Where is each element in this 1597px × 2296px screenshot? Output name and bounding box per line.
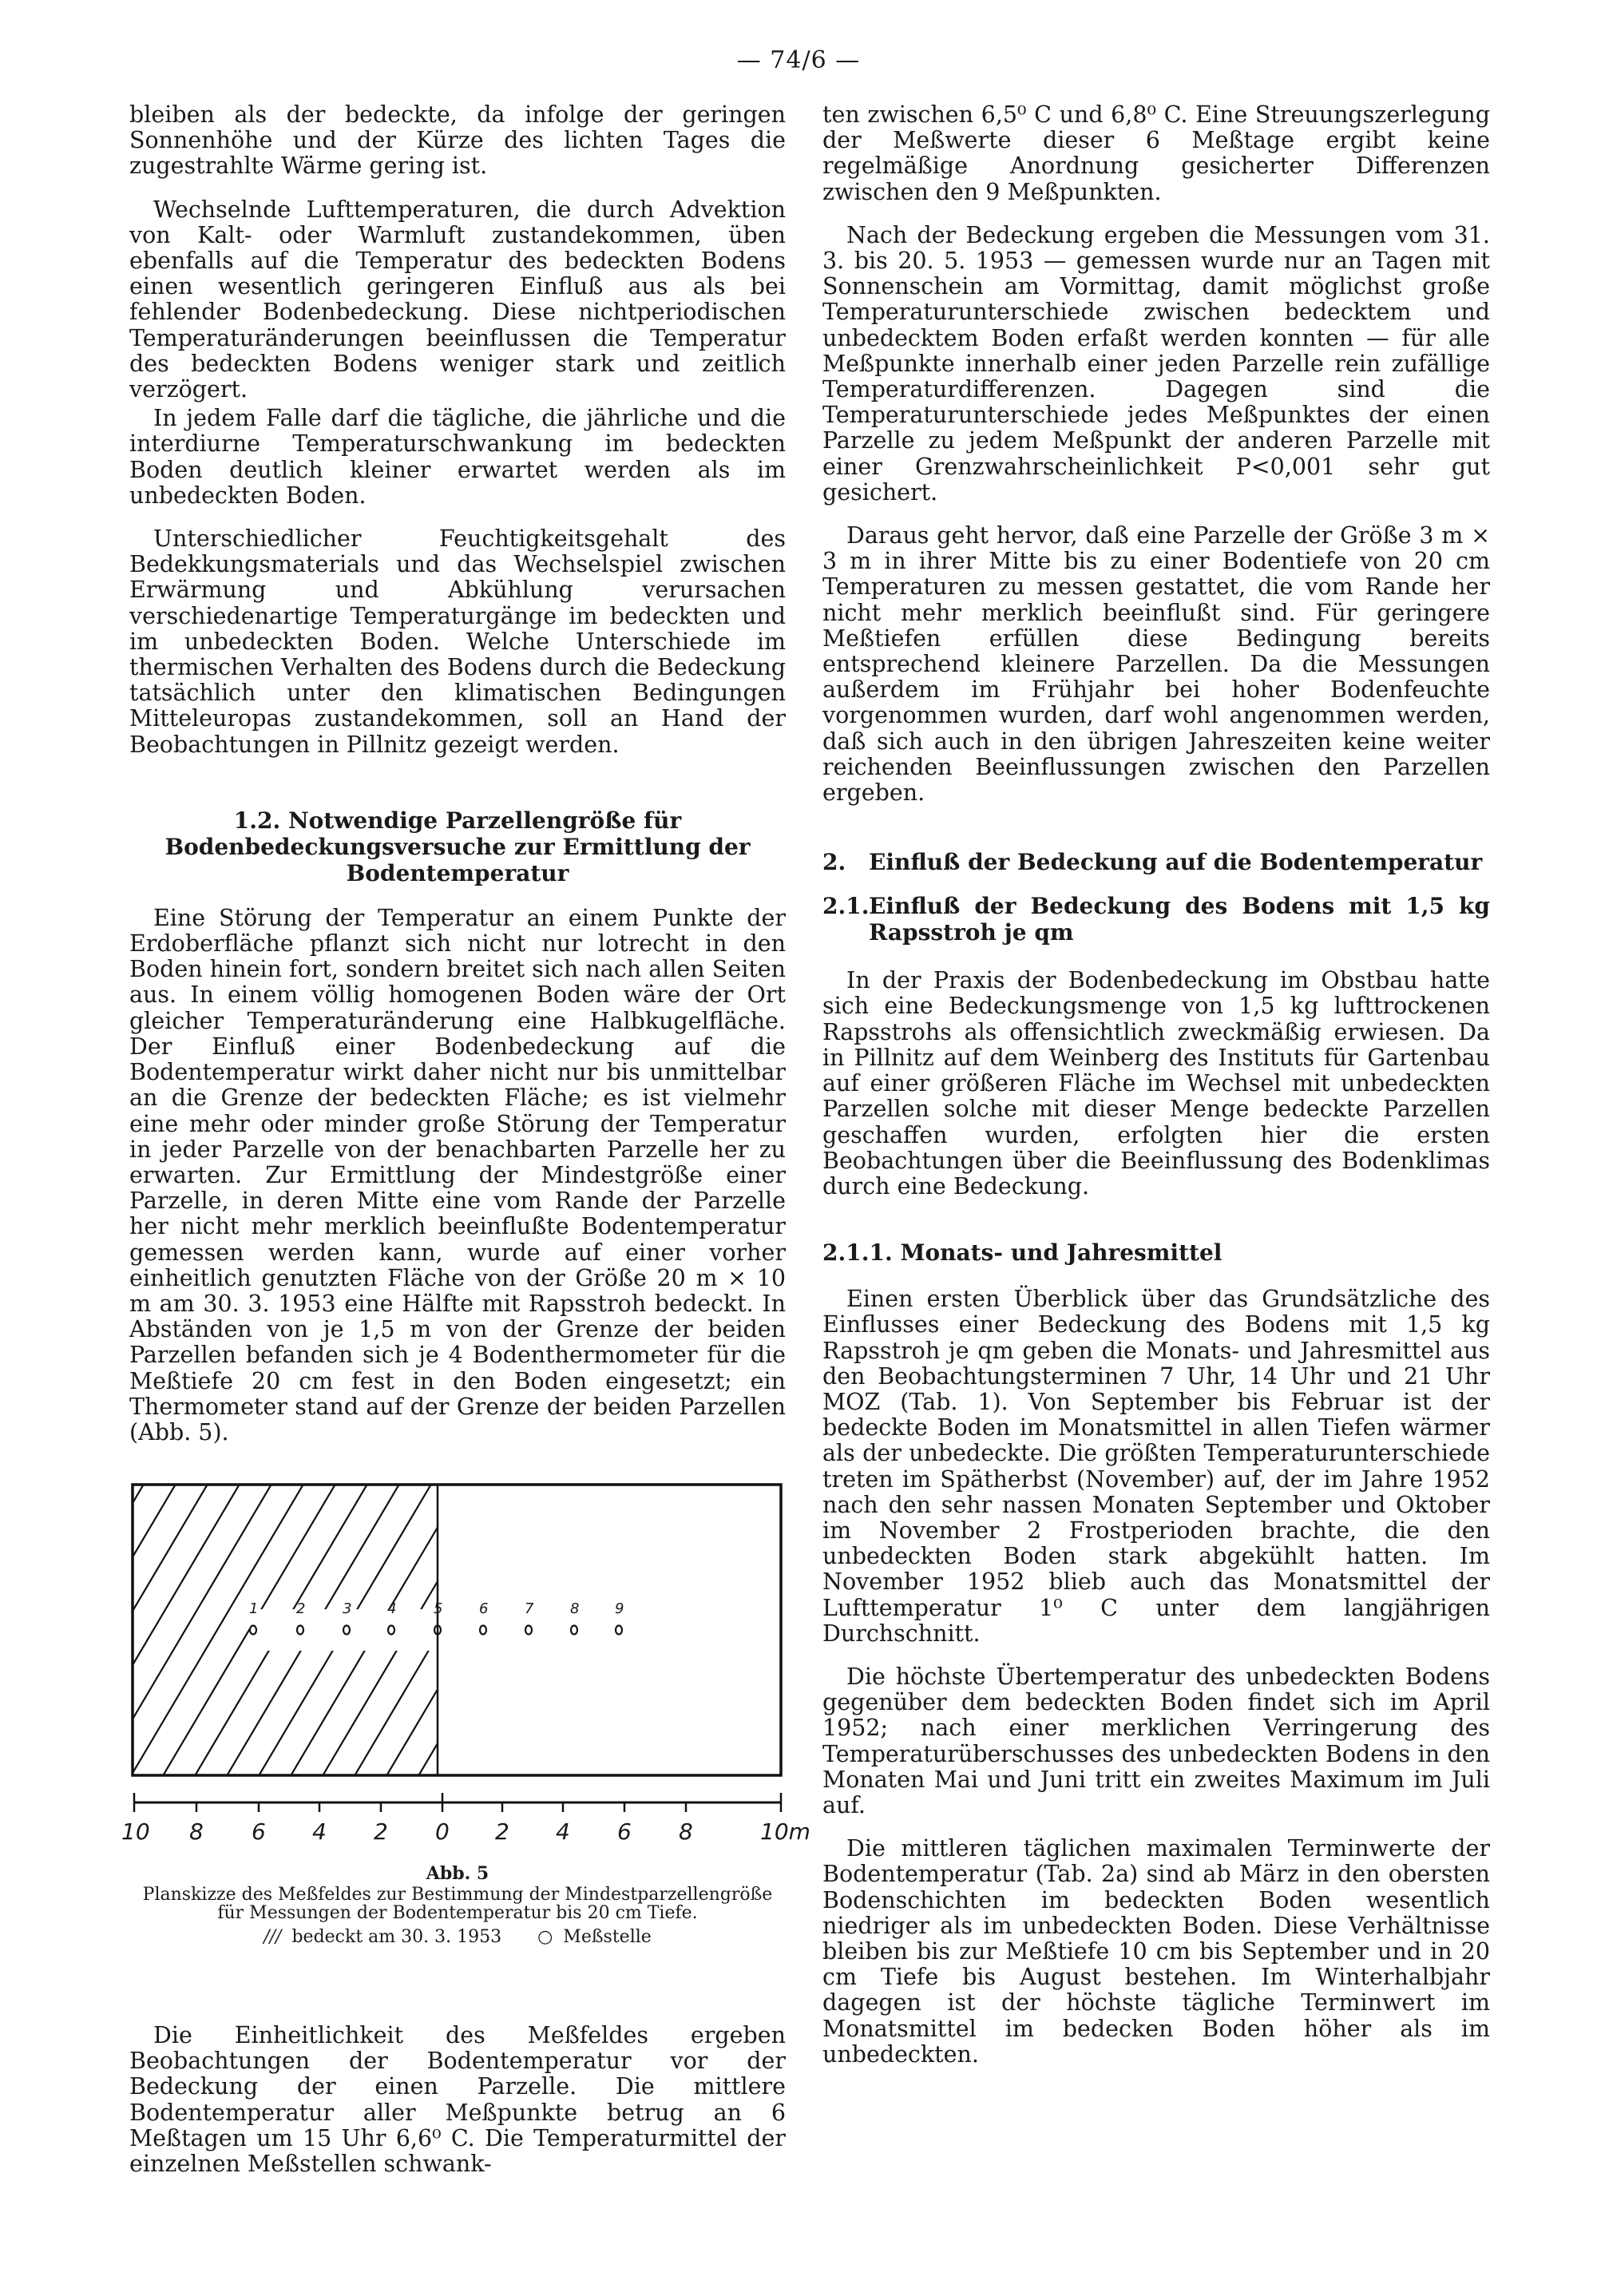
section-heading-2	[822, 849, 1490, 875]
section-number: 1.2.	[233, 807, 281, 834]
page-number: — 74/6 —	[736, 46, 861, 74]
scale-label: 4	[312, 1818, 327, 1845]
point-label: 6	[479, 1600, 489, 1617]
paragraph: Eine Störung der Temperatur an einem Punkte der Erdoberfläche pflanzt sich nicht nur lotrecht in den Boden hinein fort, sondern breitet sich nach allen Seiten aus. In einem völlig homogenen Boden wäre der Ort gleicher Temperaturänderung eine Halbkugelfläche. Der Einfluß einer Bodenbedeckung auf die Bodentemperatur wirkt daher nicht nur bis unmittelbar an die Grenze der bedeckten Fläche; es ist vielmehr eine mehr oder minder große Störung der Temperatur in jeder Parzelle von der benachbarten Parzelle her zu erwarten. Zur Ermittlung der Mindestgröße einer Parzelle, in deren Mitte eine vom Rande der Parzelle her nicht mehr merklich beeinflußte Bodentemperatur gemessen werden kann, wurde auf einer vorher einheitlich genutzten Fläche von der Größe 20 m × 10 m am 30. 3. 1953 eine Hälfte mit Rapsstroh bedeckt. In Abständen von je 1,5 m von der Grenze der beiden Parzellen befanden sich je 4 Bodenthermometer für die Meßtiefe 20 cm fest in den Boden eingesetzt; ein Thermometer stand auf der Grenze der beiden Parzellen (Abb. 5).	[129, 904, 786, 1445]
point-label: 2	[296, 1600, 306, 1617]
section-heading-2-1-1	[822, 1239, 1490, 1266]
circle-legend-text: Meßstelle	[563, 1927, 652, 1947]
scale-label: 6	[617, 1818, 632, 1845]
paragraph: In der Praxis der Bodenbedeckung im Obstbau hatte sich eine Bedeckungsmenge von 1,5 kg lufttrockenen Rapsstrohs als offensichtlich zweckmäßig erwiesen. Da in Pillnitz auf dem Weinberg des Instituts für Gartenbau auf einer größeren Fläche im Wechsel mit unbedeckten Parzellen solche mit dieser Menge bedeckte Parzellen geschaffen wurden, erfolgten hier die ersten Beobachtungen über die Beeinflussung des Bodenklimas durch eine Bedeckung.	[822, 967, 1490, 1200]
plan-sketch-drawing	[129, 1481, 786, 1779]
paragraph: Die höchste Übertemperatur des unbedeckten Bodens gegenüber dem bedeckten Boden findet sich im April 1952; nach einer merklichen Verringerung des Temperaturüberschusses des unbedeckten Bodens in den Monaten Mai und Juni tritt ein zweites Maximum im Juli auf.	[822, 1663, 1490, 1818]
scale-label: 8	[189, 1818, 204, 1845]
scale-label: 10m	[760, 1818, 810, 1845]
scale-label: 2	[374, 1818, 388, 1845]
paragraph: Daraus geht hervor, daß eine Parzelle der Größe 3 m × 3 m in ihrer Mitte bis zu einer Bodentiefe von 20 cm Temperaturen zu messen gestattet, die vom Rande her nicht mehr merklich beeinflußt sind. Für geringere Meßtiefen erfüllen diese Bedingung bereits entsprechend kleinere Parzellen. Da die Messungen außerdem im Frühjahr bei hoher Bodenfeuchte vorgenommen wurden, darf wohl angenommen werden, daß sich auch in den übrigen Jahreszeiten keine weiter reichenden Beeinflussungen zwischen den Parzellen ergeben.	[822, 522, 1490, 807]
paragraph: Unterschiedlicher Feuchtigkeitsgehalt des Bedekkungsmaterials und das Wechselspiel zwischen Erwärmung und Abkühlung verursachen verschiedenartige Temperaturgänge im bedeckten und im unbedeckten Boden. Welche Unterschiede im thermischen Verhalten des Bodens durch die Bedeckung tatsächlich unter den klimatischen Bedingungen Mitteleuropas zustandekommen, soll an Hand der Beobachtungen in Pillnitz gezeigt werden.	[129, 525, 786, 758]
paragraph: In jedem Falle darf die tägliche, die jährliche und die interdiurne Temperaturschwankung im bedeckten Boden deutlich kleiner erwartet werden als im unbedeckten Boden.	[129, 405, 786, 509]
scale-label: 2	[495, 1818, 509, 1845]
hatch-legend-icon: ///	[264, 1927, 282, 1947]
paragraph: Einen ersten Überblick über das Grundsätzliche des Einflusses einer Bedeckung des Bodens mit 1,5 kg Rapsstroh je qm geben die Monats- und Jahresmittel aus den Beobachtungsterminen 7 Uhr, 14 Uhr und 21 Uhr MOZ (Tab. 1). Von September bis Februar ist der bedeckte Boden im Monatsmittel in allen Tiefen wärmer als der unbedeckte. Die größten Temperaturunterschiede treten im Spätherbst (November) auf, der im Jahre 1952 nach den sehr nassen Monaten September und Oktober im November 2 Frostperioden brachte, die den unbedeckten Boden stark abgekühlt hatten. Im November 1952 blieb auch das Monatsmittel der Lufttemperatur 1⁰ C unter dem langjährigen Durchschnitt.	[822, 1286, 1490, 1647]
point-label: 1	[249, 1600, 259, 1617]
hatch-legend-text: bedeckt am 30. 3. 1953	[291, 1927, 502, 1947]
scale-label: 8	[679, 1818, 693, 1845]
section-title: Monats- und Jahresmittel	[900, 1239, 1223, 1267]
point-label: 8	[570, 1600, 580, 1617]
scale-label: 10	[121, 1818, 150, 1845]
section-number: 2.	[822, 849, 846, 876]
point-label: 9	[615, 1600, 624, 1617]
left-column-continued	[129, 2023, 786, 2195]
paragraph: ten zwischen 6,5⁰ C und 6,8⁰ C. Eine Streuungszerlegung der Meßwerte dieser 6 Meßtage ergibt keine regelmäßige Anordnung gesicherter Differenzen zwischen den 9 Meßpunkten.	[822, 101, 1490, 205]
figure-title: Abb. 5	[426, 1863, 489, 1884]
scale-label: 0	[435, 1818, 450, 1845]
section-number: 2.1.	[822, 893, 870, 920]
section-title: Notwendige Parzellengröße für Bodenbedeckungsversuche zur Ermittlung der Bodentemperatur	[164, 807, 751, 886]
paragraph: Wechselnde Lufttemperaturen, die durch Advektion von Kalt- oder Warmluft zustandekommen, üben ebenfalls auf die Temperatur des bedeckten Bodens einen wesentlich geringeren Einfluß aus als bei fehlender Bodenbedeckung. Diese nichtperiodischen Temperaturänderungen beeinflussen die Temperatur des bedeckten Bodens weniger stark und zeitlich verzögert.	[129, 196, 786, 403]
figure-caption-text: Planskizze des Meßfeldes zur Bestimmung der Mindestparzellengröße für Messungen der Bodentemperatur bis 20 cm Tiefe.	[142, 1885, 773, 1923]
paragraph: Die mittleren täglichen maximalen Terminwerte der Bodentemperatur (Tab. 2a) sind ab März in den obersten Bodenschichten im bedeckten Boden wesentlich niedriger als im unbedeckten Boden. Diese Verhältnisse bleiben bis zur Meßtiefe 10 cm bis September und in 20 cm Tiefe bis August bestehen. Im Winterhalbjahr dagegen ist der höchste tägliche Terminwert im Monatsmittel im bedecken Boden höher als im unbedeckten.	[822, 1835, 1490, 2068]
figure-legend	[129, 1925, 786, 1949]
point-label: 7	[525, 1600, 534, 1617]
scale-bar	[121, 1791, 810, 1855]
figure-caption	[129, 1862, 786, 1949]
section-title: Einfluß der Bedeckung auf die Bodentemperatur	[869, 849, 1483, 876]
scale-labels	[121, 1818, 810, 1847]
right-column	[822, 102, 1490, 2085]
left-column	[129, 102, 786, 1463]
section-heading-1-2	[129, 807, 786, 886]
scale-label: 4	[556, 1818, 570, 1845]
paragraph: Nach der Bedeckung ergeben die Messungen vom 31. 3. bis 20. 5. 1953 — gemessen wurde nur an Tagen mit Sonnenschein am Vormittag, damit möglichst große Temperaturunterschiede zwischen bedecktem und unbedecktem Boden erfaßt werden konnten — für alle Meßpunkte innerhalb einer jeden Parzelle rein zufällige Temperaturdifferenzen. Dagegen sind die Temperaturunterschiede jedes Meßpunktes der einen Parzelle zu jedem Meßpunkt der anderen Parzelle mit einer Grenzwahrscheinlichkeit P<0,001 sehr gut gesichert.	[822, 221, 1490, 506]
scale-label: 6	[252, 1818, 266, 1845]
point-label: 3	[343, 1600, 352, 1617]
point-labels	[129, 1600, 786, 1618]
paragraph: bleiben als der bedeckte, da infolge der geringen Sonnenhöhe und der Kürze des lichten Tages die zugestrahlte Wärme gering ist.	[129, 101, 786, 180]
point-label: 5	[434, 1600, 443, 1617]
circle-legend-icon: ○	[537, 1927, 553, 1947]
point-label: 4	[387, 1600, 397, 1617]
paragraph: Die Einheitlichkeit des Meßfeldes ergeben Beobachtungen der Bodentemperatur vor der Bedeckung der einen Parzelle. Die mittlere Bodentemperatur aller Meßpunkte betrug an 6 Meßtagen um 15 Uhr 6,6⁰ C. Die Temperaturmittel der einzelnen Meßstellen schwank-	[129, 2022, 786, 2178]
figure-abb-5	[121, 1481, 810, 1949]
section-number: 2.1.1.	[822, 1239, 893, 1267]
section-title: Einfluß der Bedeckung des Bodens mit 1,5 kg Rapsstroh je qm	[869, 893, 1490, 946]
section-heading-2-1	[822, 893, 1490, 946]
plan-sketch	[129, 1481, 786, 1779]
